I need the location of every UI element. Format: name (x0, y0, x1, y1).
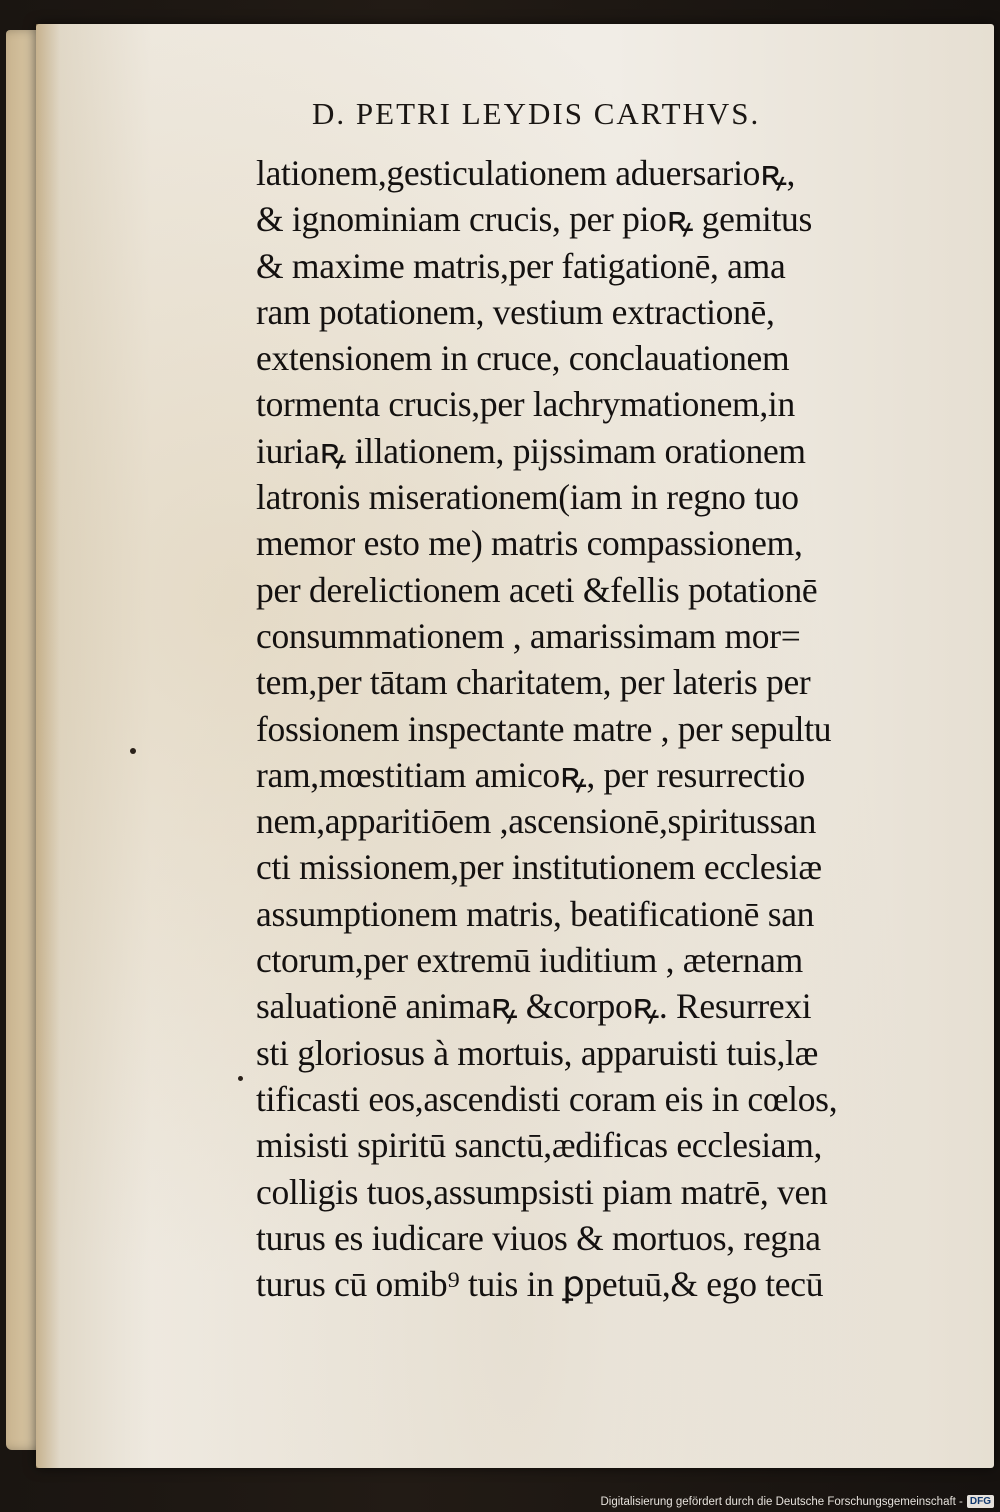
text-line: colligis tuos,assumpsisti piam matrē, ven (256, 1171, 828, 1212)
text-line: latronis miserationem(iam in regno tuo (256, 477, 799, 518)
text-line: fossionem inspectante matre , per sepultu (256, 708, 832, 749)
text-line: saluationē animaꝶ &corpoꝶ. Resurrexi (256, 986, 812, 1027)
text-line: sti gloriosus à mortuis, apparuisti tuis,læ (256, 1032, 818, 1073)
ink-speck (238, 1076, 243, 1081)
text-line: tificasti eos,ascendisti coram eis in cœlos, (256, 1078, 838, 1119)
text-line: nem,apparitiōem ,ascensionē,spiritussan (256, 801, 817, 842)
text-line: iuriaꝶ illationem, pijssimam orationem (256, 430, 806, 471)
text-line: ram potationem, vestium extractionē, (256, 291, 775, 332)
ink-speck (130, 748, 136, 754)
text-line: & ignominiam crucis, per pioꝶ gemitus (256, 199, 812, 240)
page-gutter-shadow (36, 24, 60, 1468)
text-line: misisti spiritū sanctū,ædificas ecclesiam, (256, 1125, 823, 1166)
text-line: ram,mœstitiam amicoꝶ, per resurrectio (256, 754, 805, 795)
credit-text: Digitalisierung gefördert durch die Deutsche Forschungsgemeinschaft - (600, 1495, 963, 1508)
text-line: cti missionem,per institutionem ecclesiæ (256, 847, 822, 888)
text-line: & maxime matris,per fatigationē, ama (256, 245, 786, 286)
text-line: ctorum,per extremū iuditium , æternam (256, 940, 803, 981)
text-block (256, 150, 956, 1307)
dfg-logo: DFG (967, 1495, 994, 1508)
text-line: per derelictionem aceti &fellis potationē (256, 569, 818, 610)
running-head: D. PETRI LEYDIS CARTHVS. (312, 96, 761, 131)
digitization-credit (600, 1495, 994, 1508)
text-line: turus es iudicare viuos & mortuos, regna (256, 1217, 821, 1258)
text-line: assumptionem matris, beatificationē san (256, 893, 815, 934)
text-line: memor esto me) matris compassionem, (256, 523, 803, 564)
text-line: extensionem in cruce, conclauationem (256, 338, 790, 379)
text-line: consummationem , amarissimam mor= (256, 615, 801, 656)
text-line: turus cū omib⁹ tuis in ꝑpetuū,& ego tecū (256, 1264, 824, 1305)
text-line: lationem,gesticulationem aduersarioꝶ, (256, 153, 796, 193)
text-line: tormenta crucis,per lachrymationem,in (256, 384, 795, 425)
text-line: tem,per tātam charitatem, per lateris per (256, 662, 811, 703)
